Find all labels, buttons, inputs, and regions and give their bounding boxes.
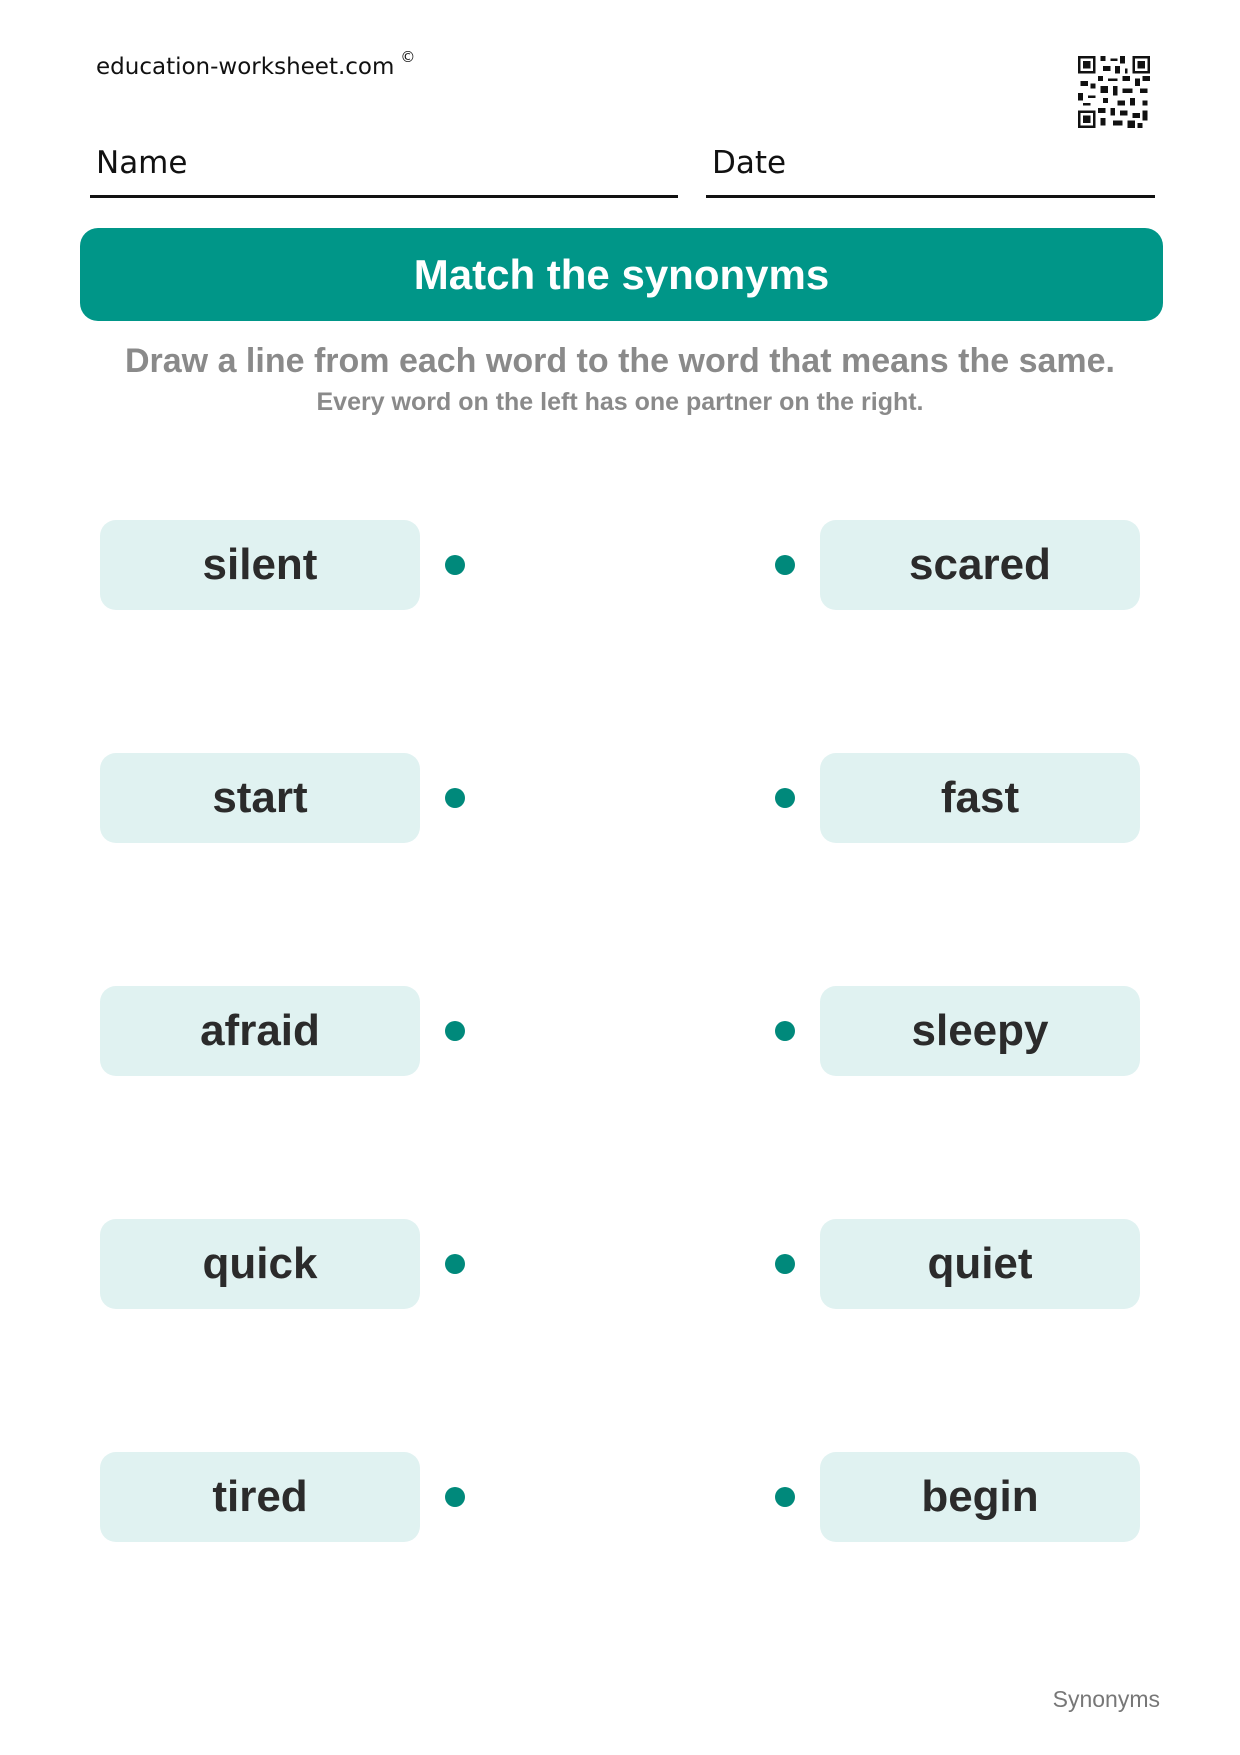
right-word-card: sleepy <box>820 986 1140 1076</box>
right-word-card: begin <box>820 1452 1140 1542</box>
left-connector-dot[interactable] <box>445 1021 465 1041</box>
left-word-card: afraid <box>100 986 420 1076</box>
qr-code-icon <box>1078 56 1150 128</box>
match-row <box>0 520 1240 610</box>
page-title: Match the synonyms <box>413 250 830 298</box>
left-connector-dot[interactable] <box>445 1487 465 1507</box>
site-header <box>96 48 415 80</box>
right-word-card: scared <box>820 520 1140 610</box>
left-connector-dot[interactable] <box>445 555 465 575</box>
left-word-card: start <box>100 753 420 843</box>
match-row <box>0 753 1240 843</box>
right-connector-dot[interactable] <box>775 788 795 808</box>
date-label: Date <box>712 145 787 181</box>
match-row <box>0 986 1240 1076</box>
left-word-card: tired <box>100 1452 420 1542</box>
name-field[interactable] <box>90 145 678 198</box>
instruction-main: Draw a line from each word to the word that means the same. <box>124 342 1115 380</box>
date-field[interactable] <box>706 145 1155 198</box>
copyright-symbol: © <box>400 48 416 66</box>
left-connector-dot[interactable] <box>445 1254 465 1274</box>
right-connector-dot[interactable] <box>775 1021 795 1041</box>
instruction-sub: Every word on the left has one partner on the right. <box>316 388 924 416</box>
site-name: education-worksheet.com <box>96 54 395 80</box>
left-word-card: quick <box>100 1219 420 1309</box>
left-word-card: silent <box>100 520 420 610</box>
name-label: Name <box>96 145 188 181</box>
title-banner <box>80 228 1163 321</box>
match-row <box>0 1219 1240 1309</box>
right-connector-dot[interactable] <box>775 1254 795 1274</box>
footer-topic: Synonyms <box>1052 1686 1160 1712</box>
left-connector-dot[interactable] <box>445 788 465 808</box>
right-connector-dot[interactable] <box>775 555 795 575</box>
right-word-card: quiet <box>820 1219 1140 1309</box>
right-word-card: fast <box>820 753 1140 843</box>
match-row <box>0 1452 1240 1542</box>
right-connector-dot[interactable] <box>775 1487 795 1507</box>
